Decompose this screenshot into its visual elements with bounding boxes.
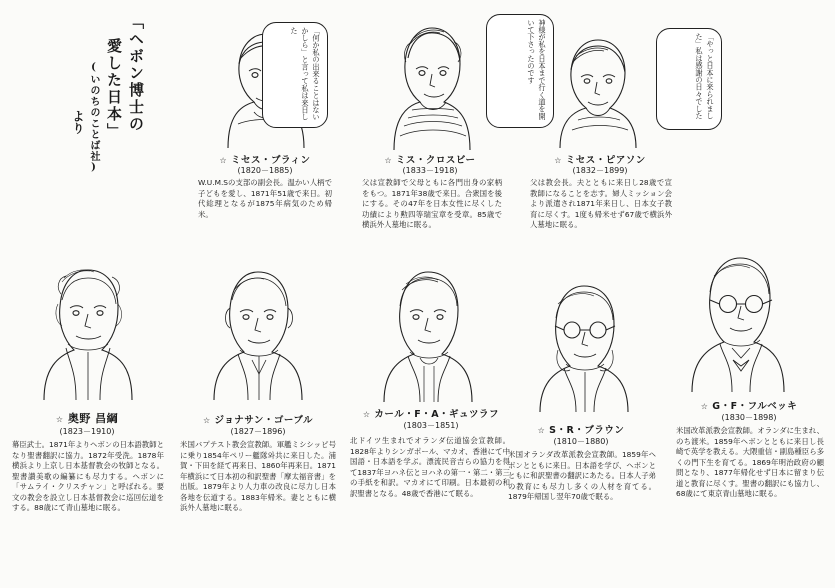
page-title-line3: (いのちのことば社) (88, 62, 99, 174)
star-icon: ☆ (362, 410, 371, 419)
name-text: S・R・ブラウン (549, 425, 625, 436)
portrait-karl-gutzlaff (366, 258, 484, 406)
figure-name-karl-gutzlaff (348, 406, 514, 420)
name-text: ミス・クロスビー (395, 155, 476, 166)
figure-years-miss-crosby: (1833－1918) (402, 166, 458, 175)
portrait-gf-verbeck (676, 240, 800, 396)
figure-name-miss-crosby (360, 152, 500, 166)
figure-years-karl-gutzlaff: (1803－1851) (403, 421, 459, 430)
portrait-jonathan-goble (196, 256, 312, 404)
name-text: ミセス・ピアソン (565, 155, 646, 166)
figure-name-sr-brown (506, 422, 656, 436)
speech-bubble-mrs-pierson: 「やっと日本に来られました」私は感謝の日々でした (656, 28, 722, 130)
figure-bio-mrs-blaine: W.U.M.Sの支部の副会長。温かい人柄で子どもを愛し、1871年51歳で来日。初代総理となるが1875年病気のため帰米。 (198, 178, 332, 219)
figure-bio-okuno-masatsuna: 幕臣武士。1871年よりヘボンの日本語教師となり聖書翻訳に協力。1872年受洗。1878年横浜より上京し日本基督教会の牧師となる。聖書讃美歌の編纂にも尽力する。ヘボンに「サムライ・クリスチャン」と呼ばれる。要文の教会を設立し日本基督教会に巡回伝道をする。88歳にて青山墓地に眠る。 (12, 440, 164, 512)
figure-bio-karl-gutzlaff: 北ドイツ生まれでオランダ伝道協会宣教師。1828年よりシンガポール、マカオ、香港にて中国語・日本語を学ぶ。漂流民音吉らの協力を得て1837年ヨハネ伝とヨハネの第一・第二・第三の手紙を和訳。マカオにて印刷。日本最初の和訳聖書となる。48歳で香港にて眠る。 (350, 436, 510, 498)
speech-bubble-mrs-blaine: 「何か私の出来ることはないかしら」と言って私は来日した (262, 22, 328, 128)
figure-name-mrs-blaine (200, 152, 330, 166)
figure-bio-miss-crosby: 父は宣教師で父母ともに各門出身の家柄をもつ。1871年38歳で来日。合衆国を後にする。その47年を日本女性に尽くした功績により勲四等瑞宝章を受章。85歳で横浜外人墓地に眠る。 (362, 178, 502, 229)
star-icon: ☆ (554, 156, 562, 165)
figure-bio-gf-verbeck: 米国改革派教会宣教師。オランダに生まれ、のち渡米。1859年ヘボンとともに来日し長崎で英学を教える。大隈重信・副島種臣ら多くの門下生を育てる。1869年明治政府の顧問となり、1877年帰化せず日本に留まり伝道と教育に尽くす。聖書の翻訳にも協力し、68歳にて東京青山墓地に眠る。 (676, 426, 824, 498)
name-text: 奥野 昌綱 (67, 412, 119, 425)
portrait-okuno-masatsuna (28, 252, 148, 404)
figure-years-mrs-blaine: (1820－1885) (237, 166, 293, 175)
figure-name-gf-verbeck (674, 398, 824, 412)
figure-years-jonathan-goble: (1827－1896) (230, 427, 286, 436)
star-icon: ☆ (384, 156, 393, 165)
portrait-miss-crosby (372, 14, 490, 154)
name-text: カール・F・A・ギュツラフ (374, 409, 500, 420)
star-icon: ☆ (203, 416, 211, 425)
star-icon: ☆ (55, 415, 64, 424)
star-icon: ☆ (700, 402, 709, 411)
figure-years-gf-verbeck: (1830－1898) (721, 413, 777, 422)
portrait-sr-brown (522, 268, 640, 416)
figure-years-sr-brown: (1810－1880) (553, 437, 609, 446)
figure-name-mrs-pierson (530, 152, 670, 166)
figure-years-okuno-masatsuna: (1823－1910) (59, 427, 115, 436)
page-title-line1: 「ヘボン博士の (127, 14, 145, 133)
figure-bio-jonathan-goble: 米国バプテスト教会宣教師。軍艦ミシシッピ号に乗り1854年ペリー艦隊와共に来日した。浦賀・下田を経て再来日、1860年再来日。1871年横浜にて日本初の和訳聖書「摩太福音書」を出版。1879年より人力車の改良に尽力し日本各地を伝道する。1883年帰米。妻とともに横浜外人墓地に眠る。 (180, 440, 336, 512)
name-text: ジョナサン・ゴーブル (214, 415, 313, 426)
star-icon: ☆ (537, 426, 546, 435)
figure-bio-mrs-pierson: 父は教会長。夫とともに来日し28歳で宣教師になることを志す。婦人ミッション会より派遣され1871年来日し、日本女子教育に尽くす。1度も帰米せず67歳で横浜外人墓地に眠る。 (530, 178, 672, 229)
speech-bubble-miss-crosby: 神様が私を日本まで行く道を開いて下さったのです (486, 14, 554, 128)
name-text: G・F・フルベッキ (712, 401, 798, 412)
figure-name-jonathan-goble (178, 412, 338, 426)
page-title-line4: より (71, 110, 85, 134)
portrait-mrs-pierson (540, 28, 650, 152)
figure-name-okuno-masatsuna (12, 410, 162, 426)
name-text: ミセス・ブラィン (231, 155, 311, 166)
figure-bio-sr-brown: 米国オランダ改革派教会宣教師。1859年ヘボンとともに来日。日本語を学び、ヘボンとともに和訳聖書の翻訳にあたる。日本人子弟の教育にも尽力し多くの人材を育てる。1879年帰国し翌年70歳で眠る。 (508, 450, 656, 501)
page-title-line2: 愛した日本」 (105, 38, 123, 140)
figure-years-mrs-pierson: (1832－1899) (572, 166, 628, 175)
star-icon: ☆ (219, 156, 228, 165)
